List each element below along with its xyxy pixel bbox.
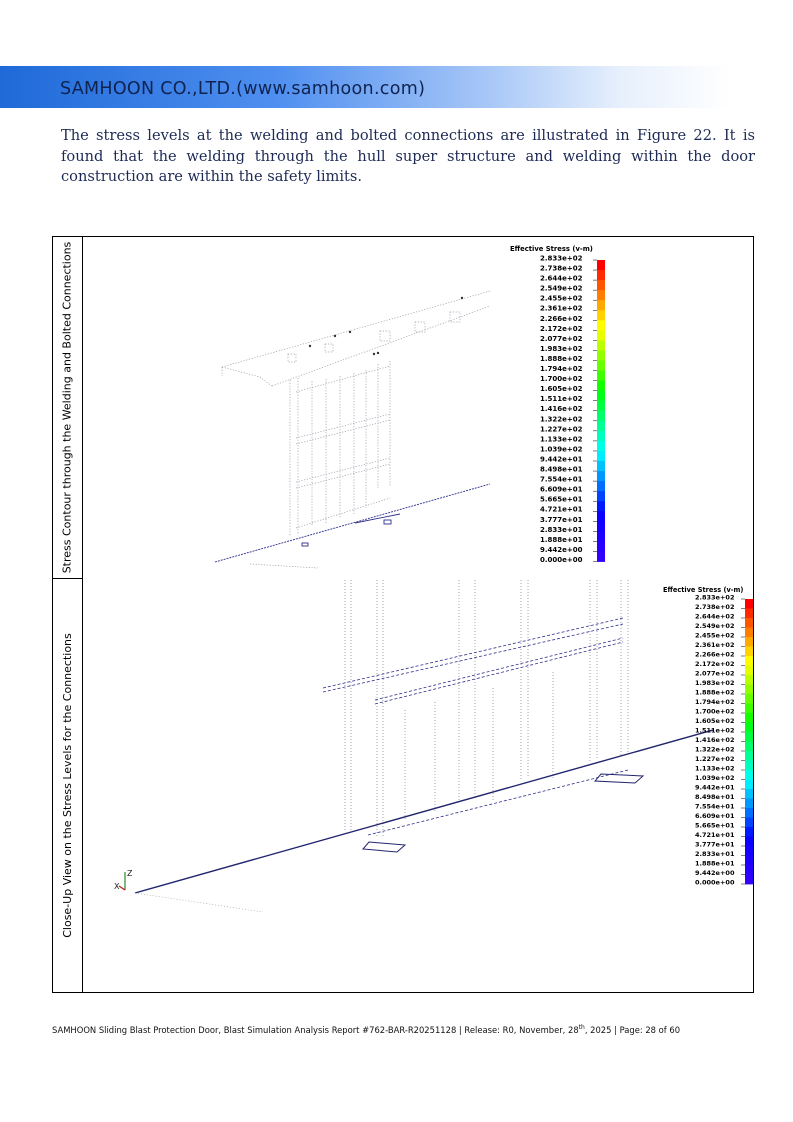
legend-color-swatch (745, 618, 753, 628)
legend-value-label: 2.172e+02 (540, 324, 583, 333)
legend-value-label: 0.000e+00 (540, 555, 583, 564)
legend-value-label: 1.888e+01 (540, 535, 583, 544)
legend-color-swatch (597, 280, 605, 290)
legend-value-label: 1.416e+02 (695, 735, 735, 744)
legend-value-label: 2.644e+02 (695, 612, 735, 621)
legend-color-swatch (597, 511, 605, 521)
legend-color-swatch (745, 609, 753, 619)
legend-value-label: 2.361e+02 (695, 640, 735, 649)
legend-value-label: 2.266e+02 (695, 650, 735, 659)
legend-value-label: 2.077e+02 (695, 669, 735, 678)
legend-value-label: 5.665e+01 (540, 495, 583, 504)
legend-value-label: 1.511e+02 (540, 395, 583, 404)
legend-color-swatch (745, 827, 753, 837)
page-footer (52, 1025, 680, 1035)
panel2-label-cell (52, 579, 82, 992)
legend-title: Effective Stress (v-m) (663, 586, 744, 594)
legend-value-label: 2.644e+02 (540, 274, 583, 283)
legend-value-label: 3.777e+01 (695, 840, 735, 849)
legend-color-swatch (745, 789, 753, 799)
legend-value-label: 2.833e+02 (695, 593, 735, 602)
legend-color-swatch (745, 875, 753, 885)
legend-color-swatch (745, 666, 753, 676)
legend-color-swatch (597, 531, 605, 541)
legend-color-swatch (597, 350, 605, 360)
legend-color-swatch (745, 656, 753, 666)
legend-value-label: 4.721e+01 (695, 830, 735, 839)
legend-value-label: 4.721e+01 (540, 505, 583, 514)
company-header: SAMHOON CO.,LTD.(www.samhoon.com) (60, 79, 426, 99)
legend-value-label: 0.000e+00 (695, 878, 735, 887)
legend-value-label: 2.455e+02 (695, 631, 735, 640)
legend-color-swatch (597, 270, 605, 280)
legend-color-swatch (745, 704, 753, 714)
legend-color-swatch (745, 780, 753, 790)
legend-color-swatch (745, 742, 753, 752)
legend-color-swatch (597, 371, 605, 381)
panel2-closeup-image (83, 580, 713, 993)
legend-color-swatch (745, 599, 753, 609)
legend-value-label: 1.605e+02 (540, 385, 583, 394)
intro-paragraph: The stress levels at the welding and bolted connections are illustrated in Figure 22. It is found that the welding through the hull super structure and welding within the door construction are within the safety limits. (61, 127, 755, 185)
legend-value-label: 6.609e+01 (540, 485, 583, 494)
legend-color-swatch (597, 290, 605, 300)
legend-value-label: 9.442e+01 (695, 783, 735, 792)
legend-panel2 (660, 585, 760, 895)
legend-color-swatch (597, 541, 605, 551)
legend-color-swatch (597, 431, 605, 441)
legend-value-label: 2.549e+02 (540, 284, 583, 293)
legend-value-label: 2.549e+02 (695, 621, 735, 630)
legend-value-label: 2.361e+02 (540, 304, 583, 313)
legend-value-label: 2.455e+02 (540, 294, 583, 303)
legend-color-swatch (597, 521, 605, 531)
legend-value-label: 8.498e+01 (540, 465, 583, 474)
legend-value-label: 2.738e+02 (540, 264, 583, 273)
legend-value-label: 2.077e+02 (540, 334, 583, 343)
legend-value-label: 1.605e+02 (695, 716, 735, 725)
legend-color-swatch (597, 481, 605, 491)
legend-color-swatch (597, 330, 605, 340)
legend-value-label: 1.416e+02 (540, 405, 583, 414)
legend-value-label: 1.888e+02 (540, 354, 583, 363)
legend-panel1 (505, 244, 625, 569)
legend-color-swatch (745, 837, 753, 847)
legend-color-swatch (597, 411, 605, 421)
legend-value-label: 1.983e+02 (540, 344, 583, 353)
legend-value-label: 1.133e+02 (540, 435, 583, 444)
legend-color-swatch (597, 401, 605, 411)
legend-value-label: 8.498e+01 (695, 792, 735, 801)
legend-color-swatch (597, 391, 605, 401)
legend-title: Effective Stress (v-m) (510, 245, 593, 253)
legend-value-label: 1.983e+02 (695, 678, 735, 687)
footer-superscript: th (578, 1024, 585, 1032)
legend-value-label: 2.833e+01 (695, 849, 735, 858)
footer-page: , 2025 | Page: 28 of 60 (584, 1025, 681, 1035)
legend-color-swatch (745, 799, 753, 809)
legend-value-label: 1.511e+02 (695, 726, 735, 735)
legend-color-swatch (597, 451, 605, 461)
legend-value-label: 7.554e+01 (695, 802, 735, 811)
legend-color-swatch (745, 732, 753, 742)
legend-color-swatch (597, 491, 605, 501)
legend-value-label: 1.700e+02 (695, 707, 735, 716)
panel1-label: Stress Contour through the Welding and Bolted Connections (60, 241, 74, 573)
legend-color-swatch (745, 713, 753, 723)
legend-value-label: 1.227e+02 (540, 425, 583, 434)
legend-color-swatch (597, 310, 605, 320)
legend-value-label: 5.665e+01 (695, 821, 735, 830)
legend-value-label: 3.777e+01 (540, 515, 583, 524)
panel2-label: Close-Up View on the Stress Levels for the Connections (60, 633, 74, 938)
legend-value-label: 2.833e+02 (540, 254, 583, 263)
legend-color-swatch (597, 381, 605, 391)
legend-value-label: 2.266e+02 (540, 314, 583, 323)
axis-x-label: X (114, 882, 120, 891)
legend-color-swatch (745, 685, 753, 695)
legend-value-labels (695, 593, 745, 886)
legend-color-swatch (597, 320, 605, 330)
legend-value-label: 1.039e+02 (540, 445, 583, 454)
legend-value-label: 9.442e+01 (540, 455, 583, 464)
legend-color-swatch (597, 340, 605, 350)
legend-color-bar (597, 260, 605, 562)
legend-value-label: 1.700e+02 (540, 375, 583, 384)
legend-color-swatch (745, 865, 753, 875)
legend-value-label: 9.442e+00 (540, 545, 583, 554)
legend-value-label: 9.442e+00 (695, 868, 735, 877)
axis-z-label: Z (127, 869, 133, 878)
legend-value-label: 1.227e+02 (695, 754, 735, 763)
legend-value-label: 2.172e+02 (695, 659, 735, 668)
legend-color-swatch (597, 501, 605, 511)
legend-value-label: 1.322e+02 (540, 415, 583, 424)
legend-value-label: 2.833e+01 (540, 525, 583, 534)
footer-text: SAMHOON Sliding Blast Protection Door, Blast Simulation Analysis Report #762-BAR-R20251128 | Release: R0, November, 28 (52, 1025, 579, 1035)
legend-color-swatch (745, 770, 753, 780)
panel1-label-cell (52, 236, 82, 578)
legend-value-label: 2.738e+02 (695, 602, 735, 611)
legend-color-swatch (745, 846, 753, 856)
legend-value-label: 1.794e+02 (695, 697, 735, 706)
legend-value-label: 1.039e+02 (695, 773, 735, 782)
legend-color-swatch (745, 818, 753, 828)
legend-color-swatch (745, 637, 753, 647)
legend-value-label: 7.554e+01 (540, 475, 583, 484)
legend-color-swatch (745, 647, 753, 657)
legend-color-swatch (745, 808, 753, 818)
legend-color-swatch (745, 751, 753, 761)
legend-color-bar (745, 599, 753, 884)
legend-color-swatch (745, 675, 753, 685)
legend-color-swatch (597, 441, 605, 451)
legend-color-swatch (597, 551, 605, 561)
legend-color-swatch (597, 300, 605, 310)
legend-value-label: 6.609e+01 (695, 811, 735, 820)
legend-value-label: 1.322e+02 (695, 745, 735, 754)
legend-value-label: 1.794e+02 (540, 365, 583, 373)
legend-color-swatch (745, 628, 753, 638)
legend-color-swatch (745, 761, 753, 771)
legend-value-label: 1.133e+02 (695, 764, 735, 773)
legend-color-swatch (745, 723, 753, 733)
legend-color-swatch (597, 421, 605, 431)
legend-color-swatch (745, 694, 753, 704)
legend-value-label: 1.888e+02 (695, 688, 735, 697)
legend-color-swatch (597, 260, 605, 270)
legend-color-swatch (597, 471, 605, 481)
legend-color-swatch (745, 856, 753, 866)
legend-value-labels (540, 254, 597, 564)
legend-color-swatch (597, 361, 605, 371)
legend-color-swatch (597, 461, 605, 471)
legend-value-label: 1.888e+01 (695, 859, 735, 868)
